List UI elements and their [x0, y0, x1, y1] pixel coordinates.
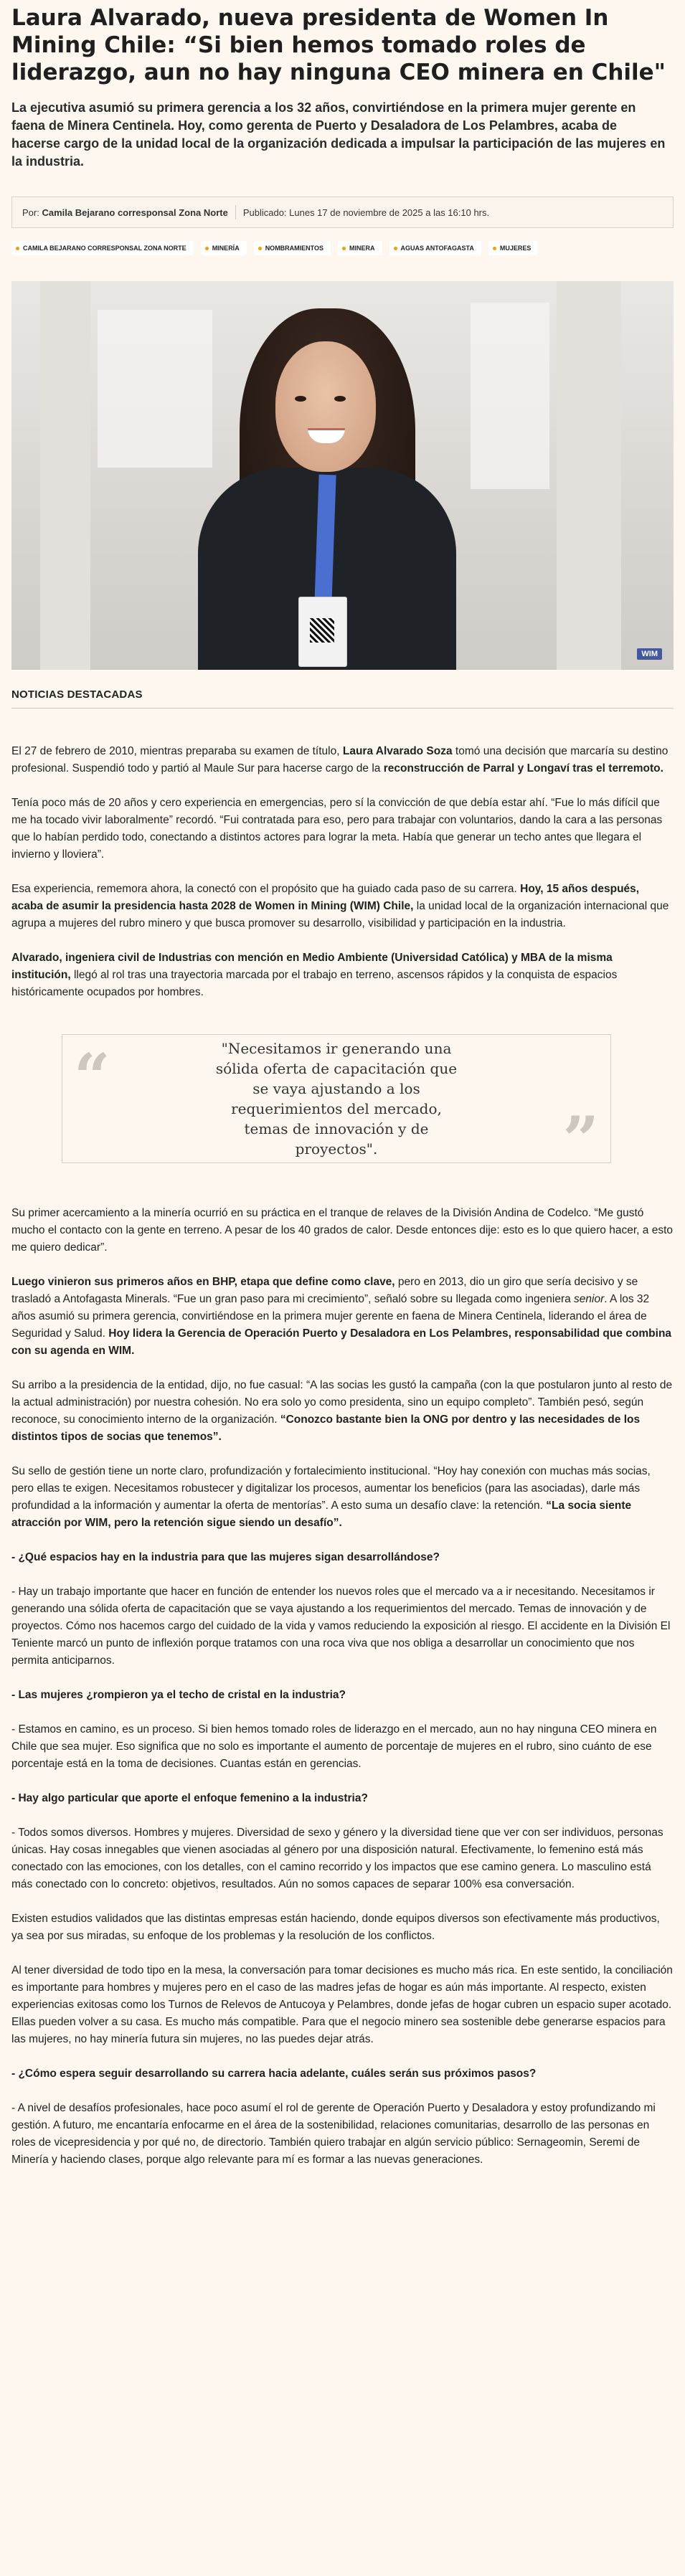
pull-quote-text: "Necesitamos ir generando una sólida oferta de capacitación que se vaya ajustando a los requerimientos del mercado, temas de innovación y de proyectos". [215, 1040, 458, 1157]
article-title: Laura Alvarado, nueva presidenta de Women In Mining Chile: “Si bien hemos tomado roles de liderazgo, aun no hay ninguna CEO minera en Chile" [11, 5, 666, 85]
paragraph: Su primer acercamiento a la minería ocurrió en su práctica en el tranque de relaves de la División Andina de Codelco. “Me gustó mucho el contacto con la gente en terreno. A pesar de los 40 grados de calor. Desde entonces dije: esto es lo que quiero hacer, a esto me quiero dedicar”. [11, 1207, 673, 1254]
pull-quote [62, 1034, 611, 1177]
byline-published: Publicado: Lunes 17 de noviembre de 2025 a las 16:10 hrs. [242, 207, 490, 218]
interview-answer: - Todos somos diversos. Hombres y mujeres. Diversidad de sexo y género y la diversidad tiene que ver con ser individuos, personas únicas. Hay cosas innegables que vienen asociadas al género por una disposición natural. Efectivamente, lo femenino está más conectado con las emociones, con los detalles, con el camino recorrido y los impactos que ese camino genera. Lo masculino está más conectado con lo concreto: objetivos, resultados. Aún no somos capaces de separar 100% esa conversación. [11, 1827, 663, 1890]
paragraph: Tenía poco más de 20 años y cero experiencia en emergencias, pero sí la convicción de que debía estar ahí. “Fue lo más difícil que me ha tocado vivir laboralmente” recordó. “Fui contratada para eso, pero para trabajar con voluntarios, dando la cara a las personas que lo habían perdido todo, conectando a distintos actores para lograr la meta. Había que generar un techo antes que llegara el invierno y lloviera”. [11, 797, 663, 861]
tag-item[interactable]: CAMILA BEJARANO CORRESPONSAL ZONA NORTE [11, 241, 194, 255]
interview-answer: - Hay un trabajo importante que hacer en función de entender los nuevos roles que el mercado va a ir necesitando. Necesitamos ir generando una sólida oferta de capacitación que se vaya ajustando a los requerimientos del mercado. Temas de innovación y de proyectos. Cómo nos hacemos cargo del cuidado de la vida y vamos reduciendo la exposición al riesgo. El accidente en la División El Teniente marcó un punto de inflexión porque tratamos con una roca viva que nos obliga a desarrollar un conocimiento que nos permita anticiparnos. [11, 1586, 671, 1667]
paragraph: Su arribo a la presidencia de la entidad, dijo, no fue casual: “A las socias les gustó la campaña (con la que postularon junto al resto de la actual administración) por nuestra cohesión. No era solo yo como presidenta, sino un equipo completo”. También pesó, según reconoce, su conocimiento interno de la organización. “Conozco bastante bien la ONG por dentro y las necesidades de los distintos tipos de socias que tenemos”. [11, 1379, 673, 1443]
close-quote-icon: ” [562, 1102, 599, 1177]
byline-divider [235, 205, 236, 219]
interview-answer: - Estamos en camino, es un proceso. Si bien hemos tomado roles de liderazgo en el mercado, aun no hay ninguna CEO minera en Chile que sea mujer. Eso significa que no solo es importante el aumento de porcentaje de mujeres en el rubro, sino cuánto de ese porcentaje está en la toma de decisiones. Cuantas están en gerencias. [11, 1723, 657, 1770]
interview-question: - Hay algo particular que aporte el enfoque femenino a la industria? [11, 1792, 368, 1804]
paragraph: Su sello de gestión tiene un norte claro, profundización y fortalecimiento institucional. “Hoy hay conexión con muchas más socias, pero ellas te exigen. Necesitamos robustecer y digitalizar los procesos, aumentar los beneficios (para las asociadas), darle más profundidad a la información y aumentar la oferta de mentorías”. A esto suma un desafío clave: la retención. “La socia siente atracción por WIM, pero la retención sigue siendo un desafío”. [11, 1465, 651, 1529]
tag-list [11, 241, 674, 255]
article-body [11, 743, 674, 2169]
tag-item[interactable]: AGUAS ANTOFAGASTA [389, 241, 481, 255]
paragraph: Existen estudios validados que las distintas empresas están haciendo, donde equipos diversos son efectivamente más productivos, ya sea por sus miradas, su enfoque de los problemas y la resolución de los conflictos. [11, 1913, 660, 1942]
interview-question: - ¿Cómo espera seguir desarrollando su carrera hacia adelante, cuáles serán sus próximos pasos? [11, 2068, 537, 2080]
paragraph: Alvarado, ingeniera civil de Industrias con mención en Medio Ambiente (Universidad Católica) y MBA de la misma institución, llegó al rol tras una trayectoria marcada por el trabajo en terreno, ascensos rápidos y la conquista de espacios históricamente ocupados por hombres. [11, 952, 618, 998]
interview-question: - ¿Qué espacios hay en la industria para que las mujeres sigan desarrollándose? [11, 1551, 440, 1563]
tag-item[interactable]: MINERÍA [201, 241, 247, 255]
open-quote-icon: “ [74, 1039, 110, 1114]
paragraph: Al tener diversidad de todo tipo en la mesa, la conversación para tomar decisiones es mucho más rica. En este sentido, la conciliación es importante para hombres y mujeres pero en el caso de las madres jefas de hogar es aún más importante. Al respecto, existen experiencias exitosas como los Turnos de Relevos de Antucoya y Pelambres, donde jefas de hogar cubren un espacio super acotado. Ellas pueden volver a su casa. Es mucho más compatible. Para que el negocio minero sea sostenible debe generarse espacios para las mujeres, no hay minería futura sin mujeres, no las puedes dejar atrás. [11, 1964, 673, 2045]
article-lead: La ejecutiva asumió su primera gerencia a los 32 años, convirtiéndose en la primera mujer gerente en faena de Minera Centinela. Hoy, como gerenta de Puerto y Desaladora de Los Pelambres, acaba de hacerse cargo de la unidad local de la organización dedicada a impulsar la participación de las mujeres en la industria. [11, 100, 666, 169]
interview-answer: - A nivel de desafíos profesionales, hace poco asumí el rol de gerente de Operación Puerto y Desaladora y estoy profundizando mi gestión. A futuro, me encantaría enfocarme en el área de la sostenibilidad, relaciones comunitarias, desarrollo de las personas en roles de vicepresidencia y por qué no, de directorio. También quiero trabajar en algún servicio público: Sernageomin, Seremi de Minería y haciendo clases, porque algo relevante para mí es formar a las nuevas generaciones. [11, 2102, 656, 2166]
paragraph: El 27 de febrero de 2010, mientras preparaba su examen de título, Laura Alvarado Soza tomó una decisión que marcaría su destino profesional. Suspendió todo y partió al Maule Sur para hacerse cargo de la reconstrucción de Parral y Longaví tras el terremoto. [11, 745, 669, 775]
paragraph: Luego vinieron sus primeros años en BHP, etapa que define como clave, pero en 2013, dio un giro que sería decisivo y se trasladó a Antofagasta Minerals. “Fue un gran paso para mi crecimiento”, señaló sobre su llegada como ingeniera senior. A los 32 años asumió su primera gerencia, convirtiéndose en la primera mujer gerente en faena de Minera Centinela, liderando el área de Seguridad y Salud. Hoy lidera la Gerencia de Operación Puerto y Desaladora en Los Pelambres, responsabilidad que combina con su agenda en WIM. [11, 1276, 672, 1357]
byline-prefix: Por: [22, 207, 39, 218]
tag-item[interactable]: NOMBRAMIENTOS [254, 241, 331, 255]
byline-box [11, 196, 674, 228]
paragraph: Esa experiencia, rememora ahora, la conectó con el propósito que ha guiado cada paso de su carrera. Hoy, 15 años después, acaba de asumir la presidencia hasta 2028 de Women in Mining (WIM) Chile, la unidad local de la organización internacional que agrupa a mujeres del rubro minero y que busca promover su desarrollo, visibilidad y participación en la industria. [11, 883, 669, 929]
tag-item[interactable]: MUJERES [488, 241, 539, 255]
section-heading: NOTICIAS DESTACADAS [11, 688, 674, 709]
hero-photo [11, 281, 674, 670]
tag-item[interactable]: MINERA [338, 241, 382, 255]
interview-question: - Las mujeres ¿rompieron ya el techo de cristal en la industria? [11, 1689, 346, 1701]
event-logo: WIM [637, 648, 662, 660]
byline-author[interactable]: Camila Bejarano corresponsal Zona Norte [42, 207, 228, 218]
